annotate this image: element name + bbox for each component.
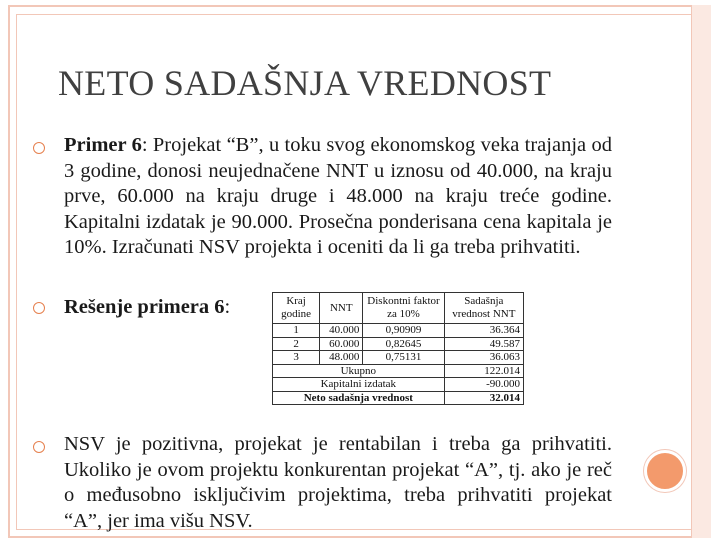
bullet-circle-icon — [33, 441, 45, 453]
table-npv-row — [273, 391, 524, 405]
table-row — [273, 351, 524, 365]
bullet-circle-icon — [33, 142, 45, 154]
total-label: Ukupno — [273, 364, 445, 378]
cell-factor: 0,90909 — [363, 324, 444, 338]
npv-value: 32.014 — [444, 391, 523, 405]
decorative-circle-icon — [644, 450, 686, 492]
cell-factor: 0,75131 — [363, 351, 444, 365]
total-value: 122.014 — [444, 364, 523, 378]
header-factor: Diskontni faktor za 10% — [363, 293, 444, 324]
solution-heading — [64, 295, 264, 321]
table-row — [273, 324, 524, 338]
cell-present-value: 36.063 — [444, 351, 523, 365]
cell-year: 1 — [273, 324, 320, 338]
cell-factor: 0,82645 — [363, 337, 444, 351]
cell-nnt: 48.000 — [320, 351, 363, 365]
table-header-row — [273, 293, 524, 324]
cell-year: 3 — [273, 351, 320, 365]
table-capex-row — [273, 378, 524, 392]
cell-nnt: 60.000 — [320, 337, 363, 351]
bullet-circle-icon — [33, 302, 45, 314]
cell-year: 2 — [273, 337, 320, 351]
cell-nnt: 40.000 — [320, 324, 363, 338]
solution-label: Rešenje primera 6 — [64, 296, 225, 318]
problem-label: Primer 6 — [64, 134, 142, 156]
npv-calculation-table — [272, 292, 524, 405]
decorative-side-stripe — [691, 5, 711, 538]
table-row — [273, 337, 524, 351]
capex-value: -90.000 — [444, 378, 523, 392]
solution-colon: : — [224, 296, 231, 318]
cell-present-value: 49.587 — [444, 337, 523, 351]
slide-title: NETO SADAŠNJA VREDNOST — [58, 63, 552, 103]
npv-label: Neto sadašnja vrednost — [273, 391, 445, 405]
cell-present-value: 36.364 — [444, 324, 523, 338]
header-nnt: NNT — [320, 293, 363, 324]
problem-paragraph — [64, 133, 612, 261]
header-present-value: Sadašnja vrednost NNT — [444, 293, 523, 324]
problem-text: : Projekat “B”, u toku svog ekonomskog veka trajanja od 3 godine, donosi neujednačene NNT u iznosu od 40.000, na kraju prve, 60.000 na kraju druge i 48.000 na kraju treće godine. Kapitalni izdatak je 90.000. Prosečna ponderisana cena kapitala je 10%. Izračunati NSV projekta i oceniti da li ga treba prihvatiti. — [64, 134, 612, 258]
header-year: Kraj godine — [273, 293, 320, 324]
capex-label: Kapitalni izdatak — [273, 378, 445, 392]
conclusion-paragraph: NSV je pozitivna, projekat je rentabilan i treba ga prihvatiti. Ukoliko je ovom projektu konkurentan projekat “A”, tj. ako je reč o međusobno isključivim projektima, treba prihvatiti projekat “A”, jer ima višu NSV. — [64, 433, 612, 532]
table-total-row — [273, 364, 524, 378]
